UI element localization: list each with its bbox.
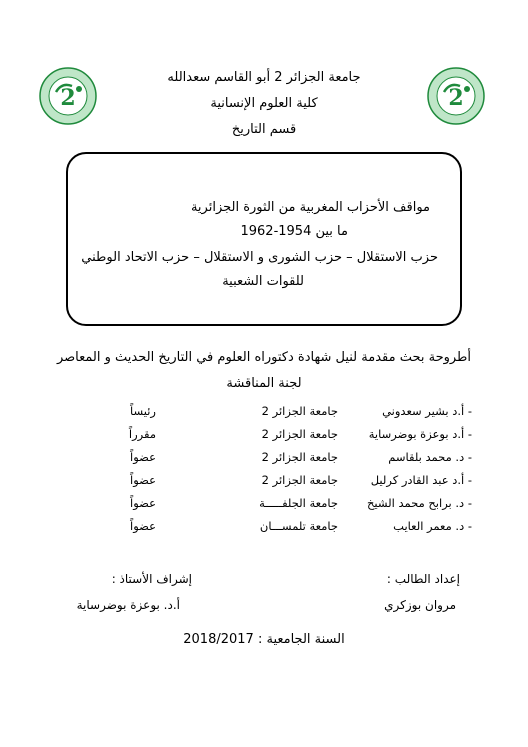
committee-member-role: مقرراً: [128, 427, 156, 441]
committee-member-name: - د. برابح محمد الشيخ: [366, 496, 472, 510]
supervisor-label: إشراف الأستاذ :: [111, 572, 192, 586]
committee-heading: لجنة المناقشة: [226, 376, 302, 391]
committee-member-university: جامعة الجزائر 2: [261, 473, 338, 487]
svg-text:2: 2: [448, 85, 464, 111]
committee-member-university: جامعة تلمســـان: [259, 519, 338, 533]
committee-member-role: عضواً: [130, 496, 156, 510]
title-line-3: حزب الاستقلال – حزب الشورى و الاستقلال – حزب الاتحاد الوطني: [81, 250, 438, 265]
thesis-subtitle: أطروحة بحث مقدمة لنيل شهادة دكتوراه العلوم في التاريخ الحديث و المعاصر: [56, 350, 472, 365]
committee-member-name: - أ.د عبد القادر كرليل: [370, 473, 472, 487]
committee-member-university: جامعة الجزائر 2: [261, 404, 338, 418]
title-line-4: للقوات الشعبية: [222, 274, 304, 289]
faculty-name: كلية العلوم الإنسانية: [210, 96, 318, 111]
university-name: جامعة الجزائر 2 أبو القاسم سعدالله: [167, 70, 361, 85]
committee-member-role: رئيساً: [130, 404, 156, 418]
committee-member-role: عضواً: [130, 450, 156, 464]
thesis-title-box: [66, 152, 462, 326]
committee-member-name: - د. محمد بلقاسم: [388, 450, 472, 464]
svg-text:2: 2: [60, 85, 76, 111]
committee-member-university: جامعة الجزائر 2: [261, 427, 338, 441]
supervisor-name: أ.د. بوعزة بوضرساية: [76, 598, 180, 612]
university-logo-left: [38, 66, 98, 126]
department-name: قسم التاريخ: [231, 122, 297, 137]
committee-member-role: عضواً: [130, 519, 156, 533]
committee-member-name: - أ.د بوعزة بوضرساية: [368, 427, 472, 441]
student-name: مروان بوزكري: [384, 598, 456, 612]
committee-member-university: جامعة الجلفـــــة: [259, 496, 338, 510]
committee-member-university: جامعة الجزائر 2: [261, 450, 338, 464]
committee-member-name: - د. معمر العايب: [393, 519, 472, 533]
title-line-1: مواقف الأحزاب المغربية من الثورة الجزائرية: [190, 200, 430, 215]
committee-member-name: - أ.د بشير سعدوني: [382, 404, 472, 418]
academic-year: السنة الجامعية : 2018/2017: [183, 632, 345, 647]
university-logo-right: [426, 66, 486, 126]
prepared-by-label: إعداد الطالب :: [386, 572, 460, 586]
title-line-2: ما بين 1954-1962: [240, 224, 348, 239]
committee-member-role: عضواً: [130, 473, 156, 487]
